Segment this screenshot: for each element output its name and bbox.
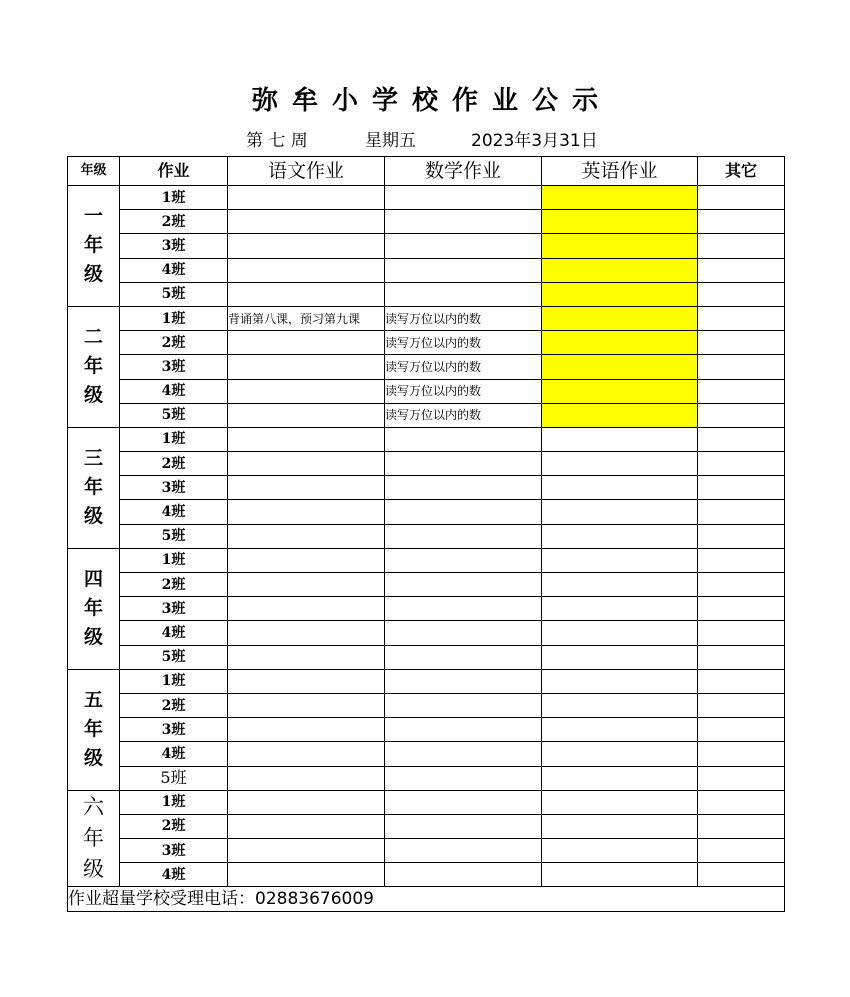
english-homework-cell xyxy=(542,597,698,621)
weekday-label: 星期五 xyxy=(365,131,416,151)
english-homework-cell xyxy=(542,766,698,790)
homework-table xyxy=(67,156,785,912)
english-homework-cell xyxy=(542,331,698,355)
grade-3-cell xyxy=(68,427,120,548)
table-row xyxy=(68,258,785,282)
date-label: 2023年3月31日 xyxy=(471,131,598,151)
other-homework-cell xyxy=(698,766,785,790)
math-homework-cell: 读写万位以内的数 xyxy=(385,306,542,330)
math-homework-cell xyxy=(385,814,542,838)
class-label: 4班 xyxy=(120,258,228,282)
col-header-chinese: 语文作业 xyxy=(228,157,385,186)
math-homework-cell xyxy=(385,282,542,306)
english-homework-cell xyxy=(542,669,698,693)
table-row xyxy=(68,210,785,234)
class-label: 5班 xyxy=(120,645,228,669)
other-homework-cell xyxy=(698,258,785,282)
table-row xyxy=(68,452,785,476)
chinese-homework-cell xyxy=(228,210,385,234)
chinese-homework-cell xyxy=(228,742,385,766)
chinese-homework-cell xyxy=(228,282,385,306)
table-row xyxy=(68,548,785,572)
english-homework-cell xyxy=(542,814,698,838)
other-homework-cell xyxy=(698,452,785,476)
math-homework-cell xyxy=(385,573,542,597)
math-homework-cell xyxy=(385,234,542,258)
english-homework-cell xyxy=(542,621,698,645)
math-homework-cell xyxy=(385,669,542,693)
table-row xyxy=(68,379,785,403)
english-homework-cell xyxy=(542,234,698,258)
math-homework-cell: 读写万位以内的数 xyxy=(385,331,542,355)
class-label: 2班 xyxy=(120,693,228,717)
table-row xyxy=(68,427,785,451)
chinese-homework-cell xyxy=(228,234,385,258)
col-header-english: 英语作业 xyxy=(542,157,698,186)
grade-label: 五年级 xyxy=(83,689,103,770)
grade-6-cell xyxy=(68,790,120,887)
chinese-homework-cell xyxy=(228,573,385,597)
week-label: 第 七 周 xyxy=(246,131,308,151)
math-homework-cell xyxy=(385,210,542,234)
math-homework-cell: 读写万位以内的数 xyxy=(385,403,542,427)
math-homework-cell xyxy=(385,597,542,621)
chinese-homework-cell xyxy=(228,718,385,742)
other-homework-cell xyxy=(698,403,785,427)
other-homework-cell xyxy=(698,234,785,258)
class-label: 1班 xyxy=(120,427,228,451)
class-label: 3班 xyxy=(120,476,228,500)
chinese-homework-cell xyxy=(228,427,385,451)
math-homework-cell xyxy=(385,790,542,814)
class-label: 5班 xyxy=(120,403,228,427)
chinese-homework-cell xyxy=(228,331,385,355)
grade-2-cell xyxy=(68,306,120,427)
table-row xyxy=(68,597,785,621)
english-homework-cell xyxy=(542,306,698,330)
english-homework-cell xyxy=(542,355,698,379)
chinese-homework-cell xyxy=(228,597,385,621)
grade-1-cell xyxy=(68,186,120,307)
class-label: 5班 xyxy=(120,766,228,790)
other-homework-cell xyxy=(698,186,785,210)
table-row xyxy=(68,669,785,693)
class-label: 3班 xyxy=(120,718,228,742)
other-homework-cell xyxy=(698,379,785,403)
table-row xyxy=(68,355,785,379)
other-homework-cell xyxy=(698,597,785,621)
other-homework-cell xyxy=(698,427,785,451)
table-row xyxy=(68,790,785,814)
english-homework-cell xyxy=(542,282,698,306)
other-homework-cell xyxy=(698,839,785,863)
col-header-homework: 作业 xyxy=(120,157,228,186)
math-homework-cell xyxy=(385,500,542,524)
table-row xyxy=(68,331,785,355)
col-header-other: 其它 xyxy=(698,157,785,186)
class-label: 1班 xyxy=(120,186,228,210)
math-homework-cell xyxy=(385,742,542,766)
class-label: 4班 xyxy=(120,379,228,403)
table-row xyxy=(68,693,785,717)
english-homework-cell xyxy=(542,839,698,863)
chinese-homework-cell xyxy=(228,669,385,693)
math-homework-cell: 读写万位以内的数 xyxy=(385,355,542,379)
math-homework-cell xyxy=(385,718,542,742)
math-homework-cell xyxy=(385,476,542,500)
english-homework-cell xyxy=(542,427,698,451)
english-homework-cell xyxy=(542,863,698,887)
class-label: 4班 xyxy=(120,742,228,766)
math-homework-cell xyxy=(385,258,542,282)
math-homework-cell xyxy=(385,645,542,669)
other-homework-cell xyxy=(698,621,785,645)
table-row xyxy=(68,814,785,838)
class-label: 2班 xyxy=(120,452,228,476)
other-homework-cell xyxy=(698,814,785,838)
other-homework-cell xyxy=(698,742,785,766)
chinese-homework-cell xyxy=(228,814,385,838)
grade-label: 六年级 xyxy=(83,795,104,882)
chinese-homework-cell xyxy=(228,839,385,863)
grade-label: 二年级 xyxy=(83,326,103,407)
math-homework-cell xyxy=(385,693,542,717)
table-row xyxy=(68,500,785,524)
class-label: 4班 xyxy=(120,621,228,645)
other-homework-cell xyxy=(698,573,785,597)
complaint-hotline: 作业超量学校受理电话：02883676009 xyxy=(68,887,785,911)
grade-4-cell xyxy=(68,548,120,669)
math-homework-cell xyxy=(385,863,542,887)
chinese-homework-cell xyxy=(228,258,385,282)
col-header-math: 数学作业 xyxy=(385,157,542,186)
chinese-homework-cell xyxy=(228,645,385,669)
table-row xyxy=(68,621,785,645)
class-label: 3班 xyxy=(120,839,228,863)
col-header-grade: 年级 xyxy=(68,157,120,186)
chinese-homework-cell xyxy=(228,355,385,379)
english-homework-cell xyxy=(542,524,698,548)
class-label: 3班 xyxy=(120,355,228,379)
chinese-homework-cell xyxy=(228,452,385,476)
table-row xyxy=(68,524,785,548)
english-homework-cell xyxy=(542,476,698,500)
math-homework-cell xyxy=(385,427,542,451)
footer-row xyxy=(68,887,785,911)
chinese-homework-cell xyxy=(228,186,385,210)
class-label: 5班 xyxy=(120,524,228,548)
math-homework-cell xyxy=(385,186,542,210)
class-label: 1班 xyxy=(120,790,228,814)
chinese-homework-cell xyxy=(228,379,385,403)
other-homework-cell xyxy=(698,790,785,814)
table-row xyxy=(68,403,785,427)
english-homework-cell xyxy=(542,693,698,717)
other-homework-cell xyxy=(698,669,785,693)
class-label: 1班 xyxy=(120,548,228,572)
english-homework-cell xyxy=(542,645,698,669)
english-homework-cell xyxy=(542,790,698,814)
table-row xyxy=(68,742,785,766)
table-row xyxy=(68,766,785,790)
english-homework-cell xyxy=(542,548,698,572)
table-row xyxy=(68,306,785,330)
class-label: 1班 xyxy=(120,306,228,330)
math-homework-cell xyxy=(385,548,542,572)
class-label: 2班 xyxy=(120,814,228,838)
header-row xyxy=(68,157,785,186)
math-homework-cell: 读写万位以内的数 xyxy=(385,379,542,403)
math-homework-cell xyxy=(385,839,542,863)
math-homework-cell xyxy=(385,621,542,645)
chinese-homework-cell xyxy=(228,548,385,572)
chinese-homework-cell: 背诵第八课，预习第九课 xyxy=(228,306,385,330)
other-homework-cell xyxy=(698,355,785,379)
table-row xyxy=(68,282,785,306)
class-label: 2班 xyxy=(120,573,228,597)
other-homework-cell xyxy=(698,718,785,742)
english-homework-cell xyxy=(542,186,698,210)
table-row xyxy=(68,645,785,669)
class-label: 4班 xyxy=(120,863,228,887)
chinese-homework-cell xyxy=(228,500,385,524)
table-row xyxy=(68,186,785,210)
chinese-homework-cell xyxy=(228,863,385,887)
chinese-homework-cell xyxy=(228,693,385,717)
class-label: 3班 xyxy=(120,234,228,258)
class-label: 5班 xyxy=(120,282,228,306)
class-label: 2班 xyxy=(120,331,228,355)
class-label: 2班 xyxy=(120,210,228,234)
table-body xyxy=(68,186,785,887)
page-title: 弥牟小学校作业公示 xyxy=(251,86,612,116)
chinese-homework-cell xyxy=(228,766,385,790)
table-row xyxy=(68,863,785,887)
other-homework-cell xyxy=(698,306,785,330)
other-homework-cell xyxy=(698,331,785,355)
table-row xyxy=(68,476,785,500)
english-homework-cell xyxy=(542,452,698,476)
chinese-homework-cell xyxy=(228,524,385,548)
other-homework-cell xyxy=(698,693,785,717)
grade-label: 四年级 xyxy=(83,568,103,649)
other-homework-cell xyxy=(698,282,785,306)
other-homework-cell xyxy=(698,524,785,548)
other-homework-cell xyxy=(698,210,785,234)
chinese-homework-cell xyxy=(228,476,385,500)
other-homework-cell xyxy=(698,863,785,887)
grade-label: 三年级 xyxy=(83,447,103,528)
table-row xyxy=(68,839,785,863)
chinese-homework-cell xyxy=(228,790,385,814)
other-homework-cell xyxy=(698,645,785,669)
table-row xyxy=(68,573,785,597)
math-homework-cell xyxy=(385,524,542,548)
other-homework-cell xyxy=(698,500,785,524)
other-homework-cell xyxy=(698,548,785,572)
class-label: 1班 xyxy=(120,669,228,693)
math-homework-cell xyxy=(385,766,542,790)
english-homework-cell xyxy=(542,742,698,766)
grade-label: 一年级 xyxy=(83,205,103,286)
english-homework-cell xyxy=(542,500,698,524)
math-homework-cell xyxy=(385,452,542,476)
english-homework-cell xyxy=(542,210,698,234)
chinese-homework-cell xyxy=(228,621,385,645)
table-row xyxy=(68,718,785,742)
english-homework-cell xyxy=(542,379,698,403)
grade-5-cell xyxy=(68,669,120,790)
class-label: 3班 xyxy=(120,597,228,621)
english-homework-cell xyxy=(542,718,698,742)
english-homework-cell xyxy=(542,403,698,427)
english-homework-cell xyxy=(542,258,698,282)
class-label: 4班 xyxy=(120,500,228,524)
other-homework-cell xyxy=(698,476,785,500)
chinese-homework-cell xyxy=(228,403,385,427)
english-homework-cell xyxy=(542,573,698,597)
table-row xyxy=(68,234,785,258)
